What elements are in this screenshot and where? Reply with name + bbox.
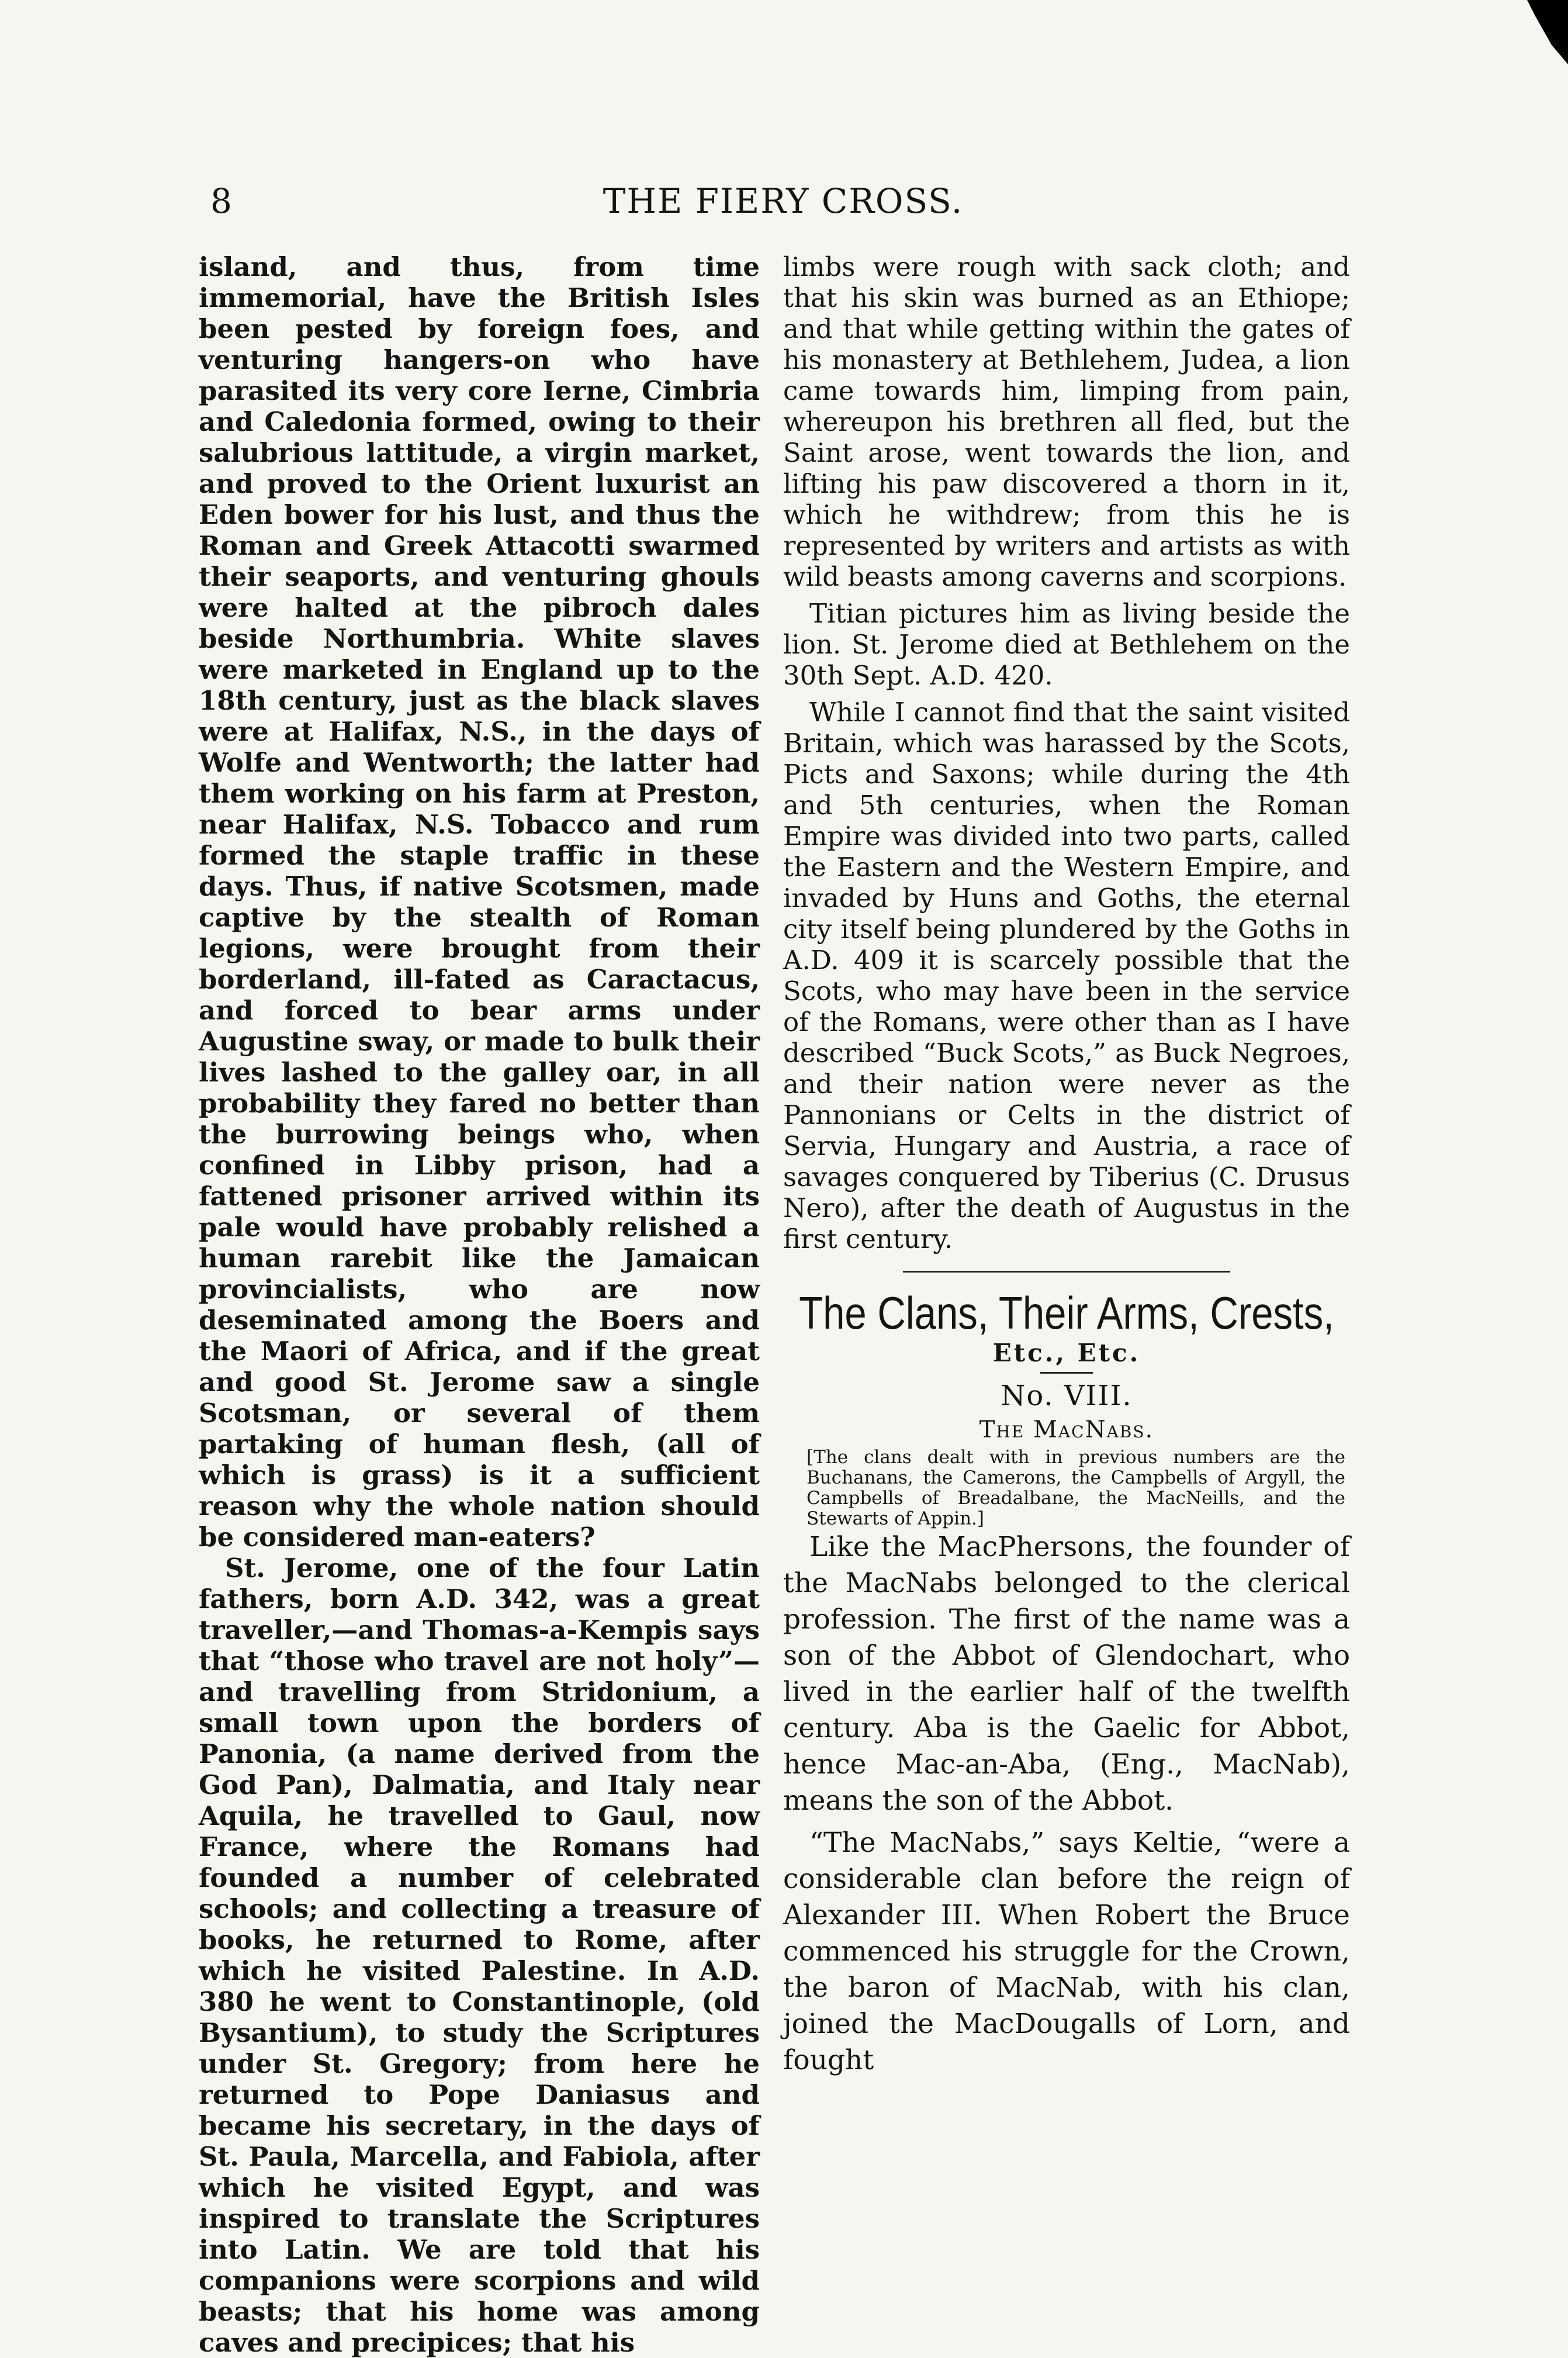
left-paragraph-1: island, and thus, from time immemorial, have the British Isles been pested by foreign foes, and venturing hangers-on who have parasited its very core Ierne, Cimbria and Caledonia formed, owing to their salubrious lattitude, a virgin market, and proved to the Orient luxurist an Eden bower for his lust, and thus the Roman and Greek Attacotti swarmed their seaports, and venturing ghouls were halted at the pibroch dales beside Northumbria. White slaves were marketed in England up to the 18th century, just as the black slaves were at Halifax, N.S., in the days of Wolfe and Wentworth; the latter had them working on his farm at Preston, near Halifax, N.S. Tobacco and rum formed the staple traffic in these days. Thus, if native Scotsmen, made captive by the stealth of Roman legions, were brought from their borderland, ill-fated as Caractacus, and forced to bear arms under Augustine sway, or made to bulk their lives lashed to the galley oar, in all probability they fared no better than the burrowing beings who, when confined in Libby prison, had a fattened prisoner arrived within its pale would have probably relished a human rarebit like the Jamaican provincialists, who are now deseminated among the Boers and the Maori of Africa, and if the great and good St. Jerome saw a single Scotsman, or several of them partaking of human flesh, (all of which is grass) is it a sufficient reason why the whole nation should be considered man-eaters? — [199, 251, 760, 1553]
section-number: No. VIII. — [1001, 1379, 1133, 1412]
section-title: The Clans, Their Arms, Crests, — [799, 1287, 1334, 1339]
section-divider — [903, 1271, 1230, 1273]
right-paragraph-2: Titian pictures him as living beside the lion. St. Jerome died at Bethlehem on the 30th Sept. A.D. 420. — [783, 598, 1350, 691]
right-paragraph-1: limbs were rough with sack cloth; and that his skin was burned as an Ethiope; and that while getting within the gates of his monastery at Bethlehem, Judea, a lion came towards him, limping from pain, whereupon his brethren all fled, but the Saint arose, went towards the lion, and lifting his paw discovered a thorn in it, which he withdrew; from this he is represented by writers and artists as with wild beasts among caverns and scorpions. — [783, 251, 1350, 592]
clan-heading: The MacNabs. — [979, 1416, 1154, 1443]
page-header — [199, 175, 1368, 228]
page-corner-mark — [1527, 0, 1568, 64]
left-paragraph-2: St. Jerome, one of the four Latin fathers, born A.D. 342, was a great traveller,—and Thomas-a-Kempis says that “those who travel are not holy”—and travelling from Stridonium, a small town upon the borders of Panonia, (a name derived from the God Pan), Dalmatia, and Italy near Aquila, he travelled to Gaul, now France, where the Romans had founded a number of celebrated schools; and collecting a treasure of books, he returned to Rome, after which he visited Palestine. In A.D. 380 he went to Constantinople, (old Bysantium), to study the Scriptures under St. Gregory; from here he returned to Pope Daniasus and became his secretary, in the days of St. Paula, Marcella, and Fabiola, after which he visited Egypt, and was inspired to translate the Scriptures into Latin. We are told that his companions were scorpions and wild beasts; that his home was among caves and precipices; that his — [199, 1553, 760, 2358]
running-title: THE FIERY CROSS. — [603, 181, 964, 221]
right-column — [783, 251, 1350, 2079]
right-paragraph-3: While I cannot find that the saint visited Britain, which was harassed by the Scots, Picts and Saxons; while during the 4th and 5th centuries, when the Roman Empire was divided into two parts, called the Eastern and the Western Empire, and invaded by Huns and Goths, the eternal city itself being plundered by the Goths in A.D. 409 it is scarcely possible that the Scots, who may have been in the service of the Romans, were other than as I have described “Buck Scots,” as Buck Negroes, and their nation were never as the Pannonians or Celts in the district of Servia, Hungary and Austria, a race of savages conquered by Tiberius (C. Drusus Nero), after the death of Augustus in the first century. — [783, 697, 1350, 1254]
page-number: 8 — [210, 181, 232, 221]
right-paragraph-5: “The MacNabs,” says Keltie, “were a considerable clan before the reign of Alexander III. When Robert the Bruce commenced his struggle for the Crown, the baron of MacNab, with his clan, joined the MacDougalls of Lorn, and fought — [783, 1827, 1350, 2076]
left-column — [199, 251, 760, 2358]
section-subtitle: Etc., Etc. — [992, 1339, 1141, 1367]
right-paragraph-4: Like the MacPhersons, the founder of the MacNabs belonged to the clerical profession. The first of the name was a son of the Abbot of Glendochart, who lived in the earlier half of the twelfth century. Aba is the Gaelic for Abbot, hence Mac-an-Aba, (Eng., MacNab), means the son of the Abbot. — [783, 1531, 1350, 1817]
editorial-note: [The clans dealt with in previous numbers are the Buchanans, the Camerons, the Campbells of Argyll, the Campbells of Breadalbane, the MacNeills, and the Stewarts of Appin.] — [807, 1447, 1345, 1529]
short-divider — [1040, 1372, 1093, 1374]
